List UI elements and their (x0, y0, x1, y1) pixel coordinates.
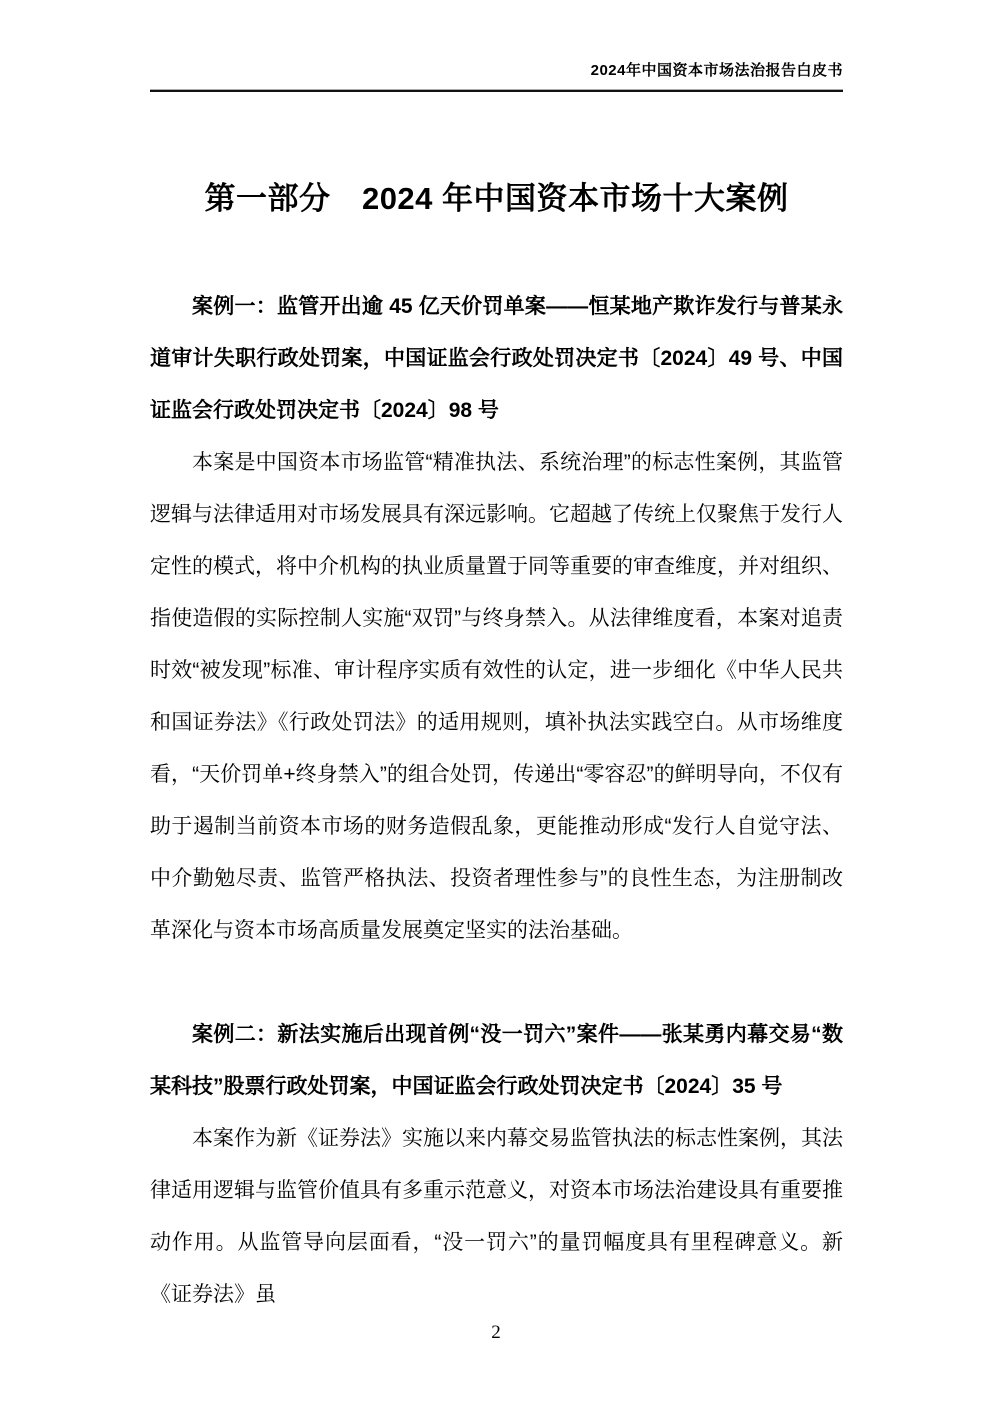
case-one-analysis-paragraph: 本案是中国资本市场监管“精准执法、系统治理”的标志性案例，其监管逻辑与法律适用对市场发展具有深远影响。它超越了传统上仅聚焦于发行人定性的模式，将中介机构的执业质量置于同等重要的审查维度，并对组织、指使造假的实际控制人实施“双罚”与终身禁入。从法律维度看，本案对追责时效“被发现”标准、审计程序实质有效性的认定，进一步细化《中华人民共和国证券法》《行政处罚法》的适用规则，填补执法实践空白。从市场维度看，“天价罚单+终身禁入”的组合处罚，传递出“零容忍”的鲜明导向，不仅有助于遏制当前资本市场的财务造假乱象，更能推动形成“发行人自觉守法、中介勤勉尽责、监管严格执法、投资者理性参与”的良性生态，为注册制改革深化与资本市场高质量发展奠定坚实的法治基础。 (150, 451, 843, 942)
case-two-heading: 案例二：新法实施后出现首例“没一罚六”案件——张某勇内幕交易“数某科技”股票行政处罚案，中国证监会行政处罚决定书〔2024〕35 号 (150, 1023, 843, 1098)
document-body (150, 281, 843, 1321)
running-header-title: 2024年中国资本市场法治报告白皮书 (590, 62, 843, 79)
case-two-analysis-paragraph: 本案作为新《证券法》实施以来内幕交易监管执法的标志性案例，其法律适用逻辑与监管价值具有多重示范意义，对资本市场法治建设具有重要推动作用。从监管导向层面看，“没一罚六”的量罚幅度具有里程碑意义。新《证券法》虽 (150, 1127, 843, 1306)
section-title: 第一部分 2024 年中国资本市场十大案例 (204, 181, 789, 216)
page-header (150, 0, 843, 92)
header-rule-thick (150, 90, 843, 92)
page-number: 2 (491, 1322, 501, 1343)
case-one-heading: 案例一：监管开出逾 45 亿天价罚单案——恒某地产欺诈发行与普某永道审计失职行政处罚案，中国证监会行政处罚决定书〔2024〕49 号、中国证监会行政处罚决定书〔2024〕98 号 (150, 295, 843, 422)
